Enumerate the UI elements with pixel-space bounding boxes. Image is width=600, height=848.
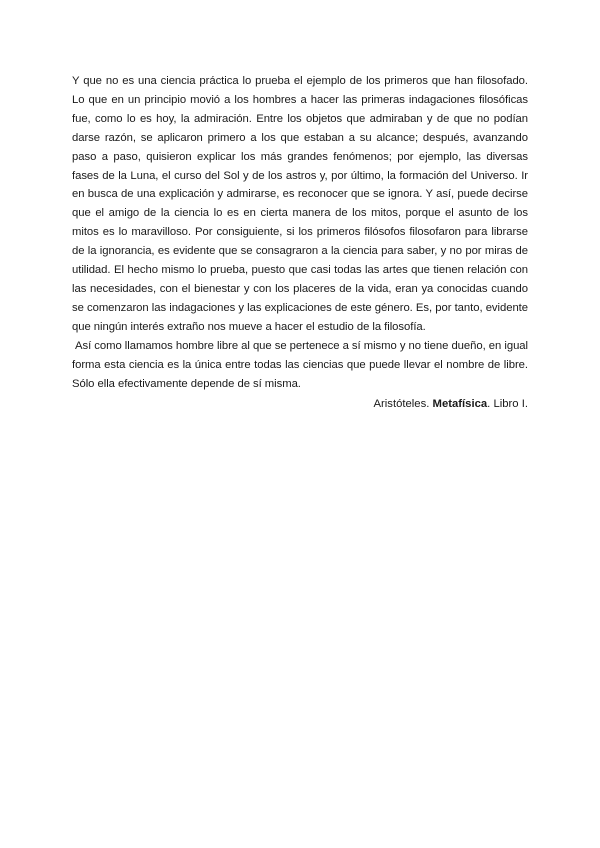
attribution-work-title: Metafísica <box>432 398 488 411</box>
document-body <box>72 72 528 414</box>
paragraph-1: Y que no es una ciencia práctica lo prueba el ejemplo de los primeros que han filosofado. Lo que en un principio movió a los hombres a hacer las primeras indagaciones filosóficas fue, como lo es hoy, la admiración. Entre los objetos que admiraban y de que no podían darse razón, se aplicaron primero a los que estaban a su alcance; después, avanzando paso a paso, quisieron explicar los más grandes fenómenos; por ejemplo, las diversas fases de la Luna, el curso del Sol y de los astros y, por último, la formación del Universo. Ir en busca de una explicación y admirarse, es reconocer que se ignora. Y así, puede decirse que el amigo de la ciencia lo es en cierta manera de los mitos, porque el asunto de los mitos es lo maravilloso. Por consiguiente, si los primeros filósofos filosofaron para librarse de la ignorancia, es evidente que se consagraron a la ciencia para saber, y no por miras de utilidad. El hecho mismo lo prueba, puesto que casi todas las artes que tienen relación con las necesidades, con el bienestar y con los placeres de la vida, eran ya conocidas cuando se comenzaron las indagaciones y las explicaciones de este género. Es, por tanto, evidente que ningún interés extraño nos mueve a hacer el estudio de la filosofía. <box>72 75 528 333</box>
attribution-section: . Libro I. <box>487 398 528 411</box>
attribution <box>72 395 528 414</box>
attribution-author: Aristóteles. <box>373 398 430 411</box>
paragraph-2: Así como llamamos hombre libre al que se pertenece a sí mismo y no tiene dueño, en igual forma esta ciencia es la única entre todas las ciencias que puede llevar el nombre de libre. Sólo ella efectivamente depende de sí misma. <box>72 339 528 390</box>
